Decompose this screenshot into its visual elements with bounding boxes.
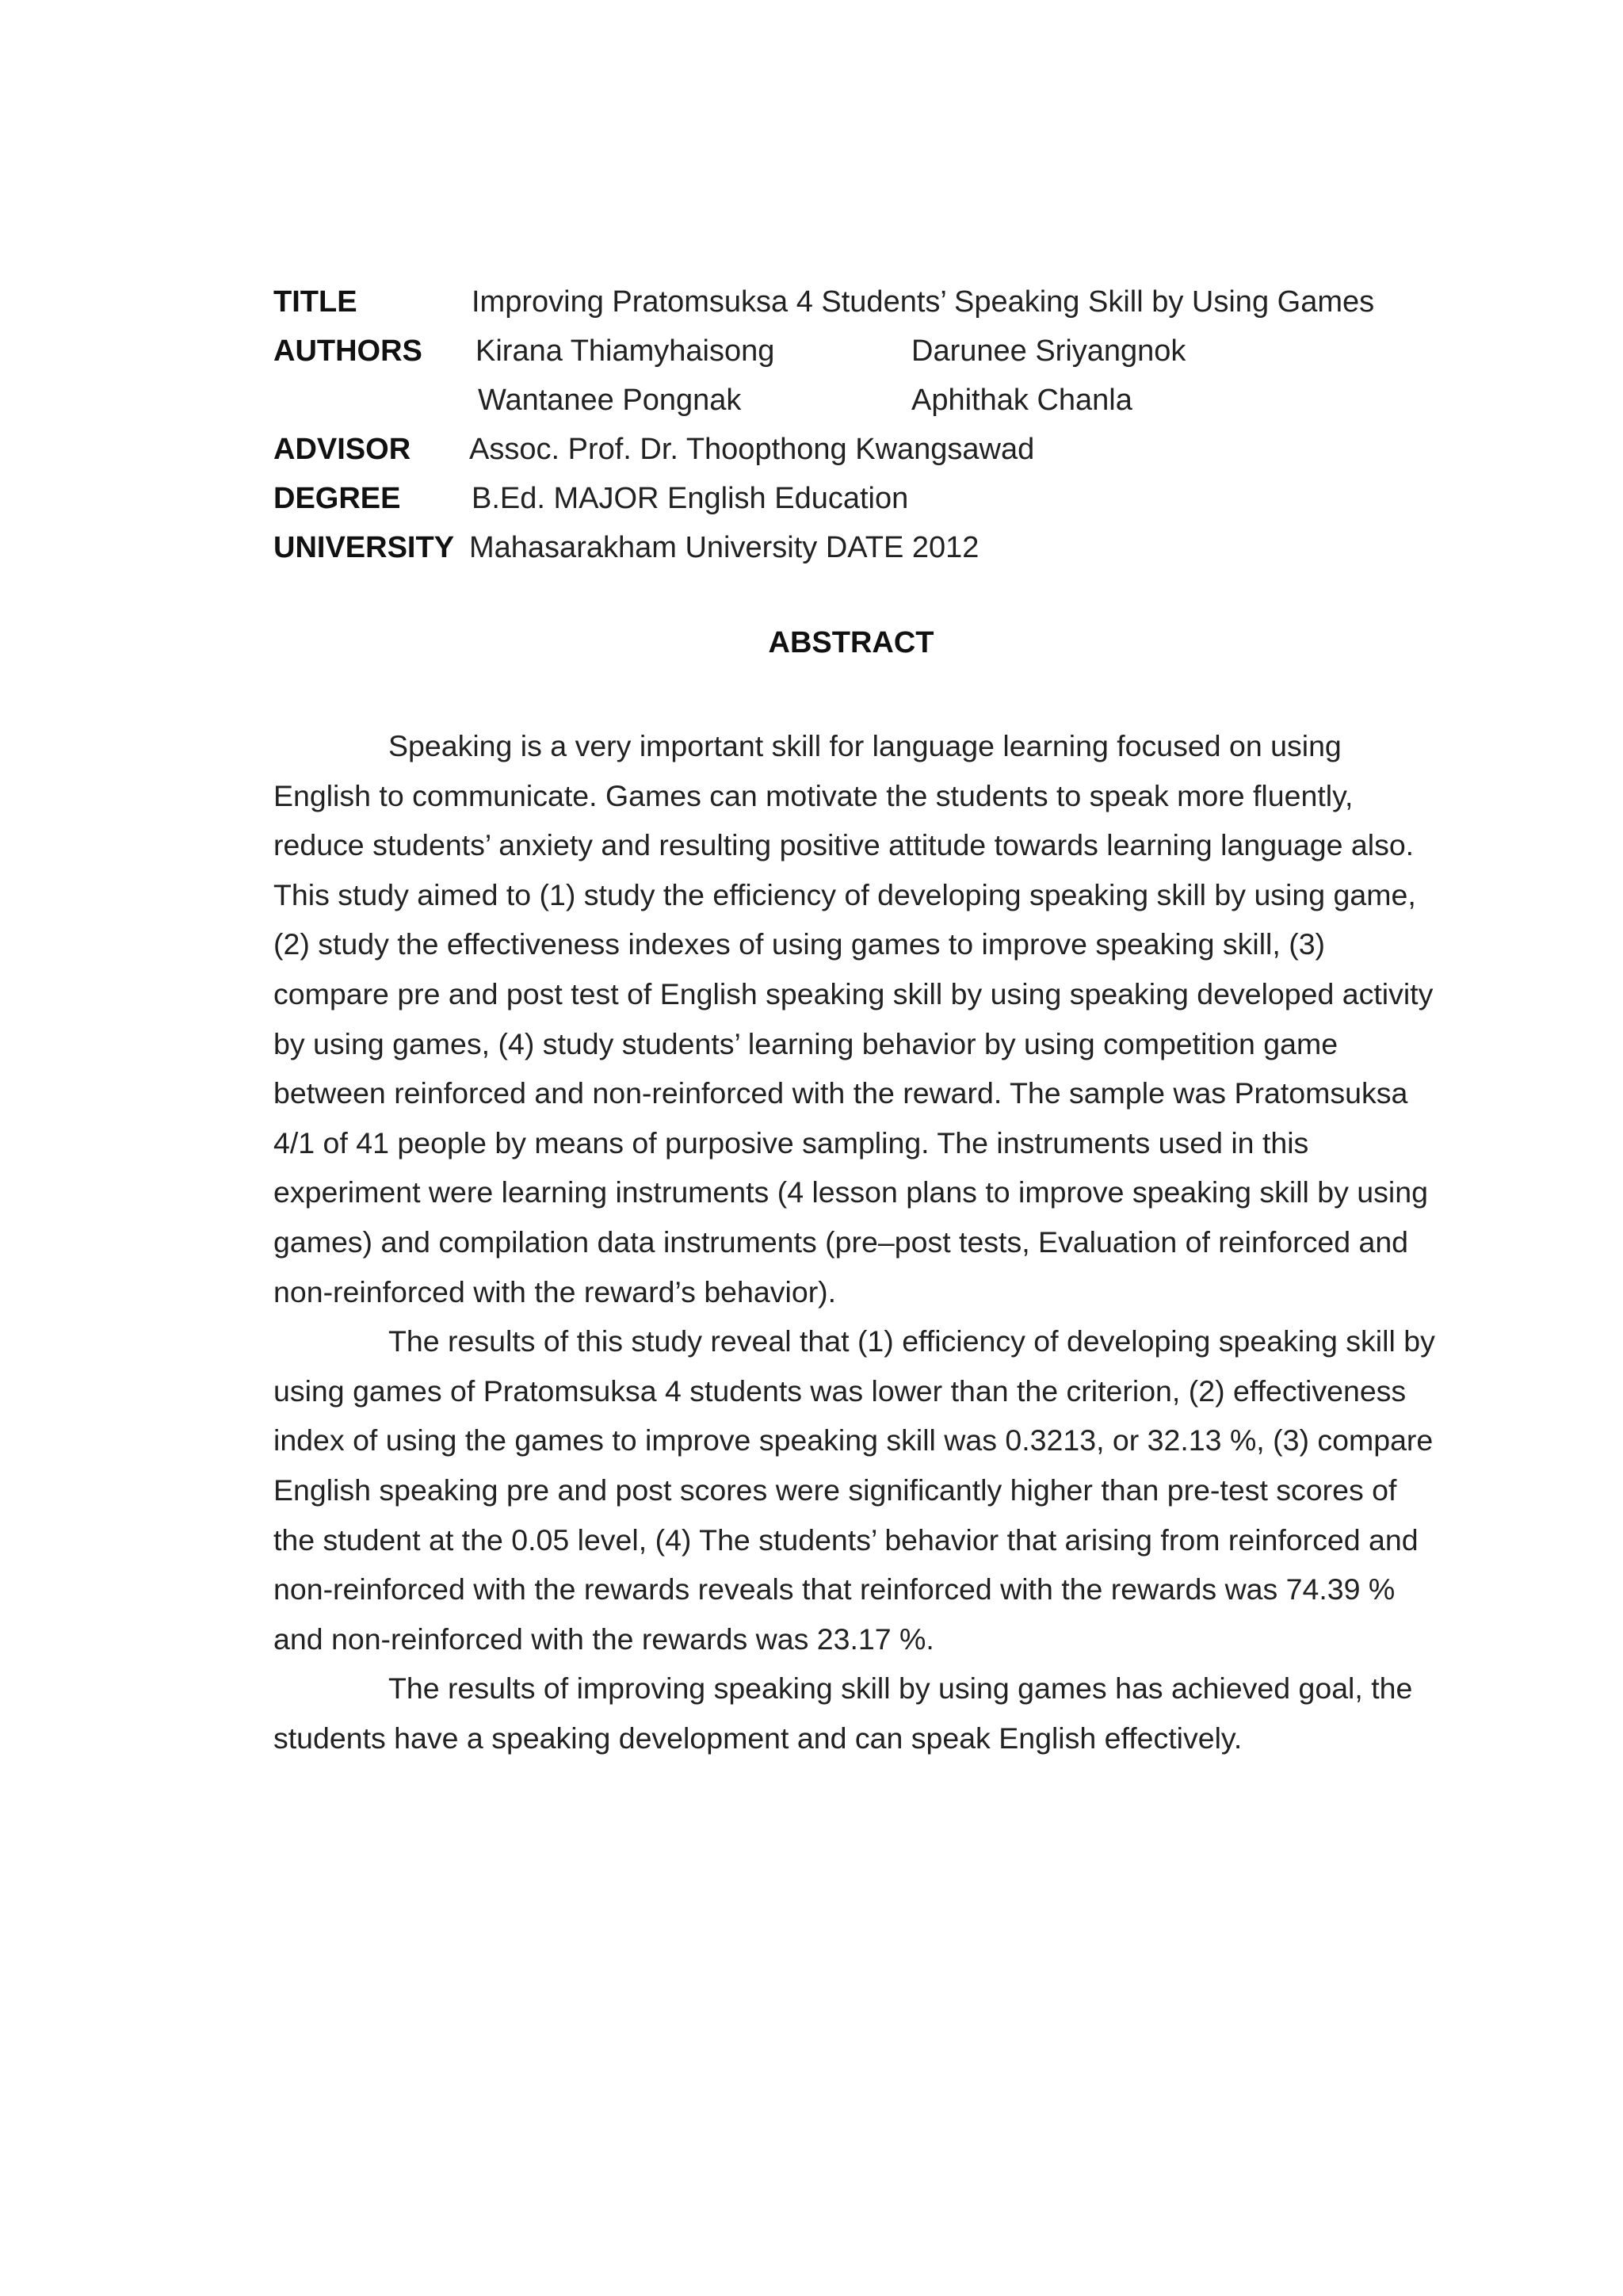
advisor-label: ADVISOR (273, 433, 411, 466)
university-row (273, 523, 1462, 572)
title-row (273, 277, 1462, 327)
author-name: Kirana Thiamyhaisong (475, 334, 775, 368)
authors-label: AUTHORS (273, 334, 422, 368)
abstract-paragraph: The results of improving speaking skill by using games has achieved goal, the students have a speaking development and can speak English effectively. (273, 1671, 1413, 1755)
abstract-heading: ABSTRACT (768, 626, 934, 659)
degree-value: B.Ed. MAJOR English Education (472, 482, 909, 515)
abstract-body (273, 721, 1438, 1763)
degree-row (273, 474, 1462, 523)
title-label: TITLE (273, 285, 357, 319)
title-value: Improving Pratomsuksa 4 Students’ Speaking Skill by Using Games (472, 285, 1375, 319)
author-name: Wantanee Pongnak (478, 384, 742, 417)
university-value: Mahasarakham University DATE 2012 (469, 531, 980, 564)
abstract-paragraph: Speaking is a very important skill for language learning focused on using English to communicate. Games can motivate the students to speak more fluently, reduce students’ anxiety and resulting positive attitude towards learning language also. This study aimed to (1) study the efficiency of developing speaking skill by using game, (2) study the effectiveness indexes of using games to improve speaking skill, (3) compare pre and post test of English speaking skill by using speaking developed activity by using games, (4) study students’ learning behavior by using competition game between reinforced and non-reinforced with the reward. The sample was Pratomsuksa 4/1 of 41 people by means of purposive sampling. The instruments used in this experiment were learning instruments (4 lesson plans to improve speaking skill by using games) and compilation data instruments (pre–post tests, Evaluation of reinforced and non-reinforced with the reward’s behavior). (273, 729, 1434, 1308)
abstract-paragraph: The results of this study reveal that (1) efficiency of developing speaking skill by using games of Pratomsuksa 4 students was lower than the criterion, (2) effectiveness index of using the games to improve speaking skill was 0.3213, or 32.13 %, (3) compare English speaking pre and post scores were significantly higher than pre-test scores of the student at the 0.05 level, (4) The students’ behavior that arising from reinforced and non-reinforced with the rewards reveals that reinforced with the rewards was 74.39 % and non-reinforced with the rewards was 23.17 %. (273, 1324, 1435, 1656)
university-label: UNIVERSITY (273, 531, 455, 564)
thesis-metadata (273, 277, 1462, 572)
author-name: Darunee Sriyangnok (911, 334, 1186, 368)
advisor-value: Assoc. Prof. Dr. Thoopthong Kwangsawad (469, 433, 1035, 466)
authors-row-1 (273, 327, 1462, 376)
advisor-row (273, 425, 1462, 474)
degree-label: DEGREE (273, 482, 401, 515)
author-name: Aphithak Chanla (911, 384, 1132, 417)
authors-row-2 (273, 376, 1462, 425)
